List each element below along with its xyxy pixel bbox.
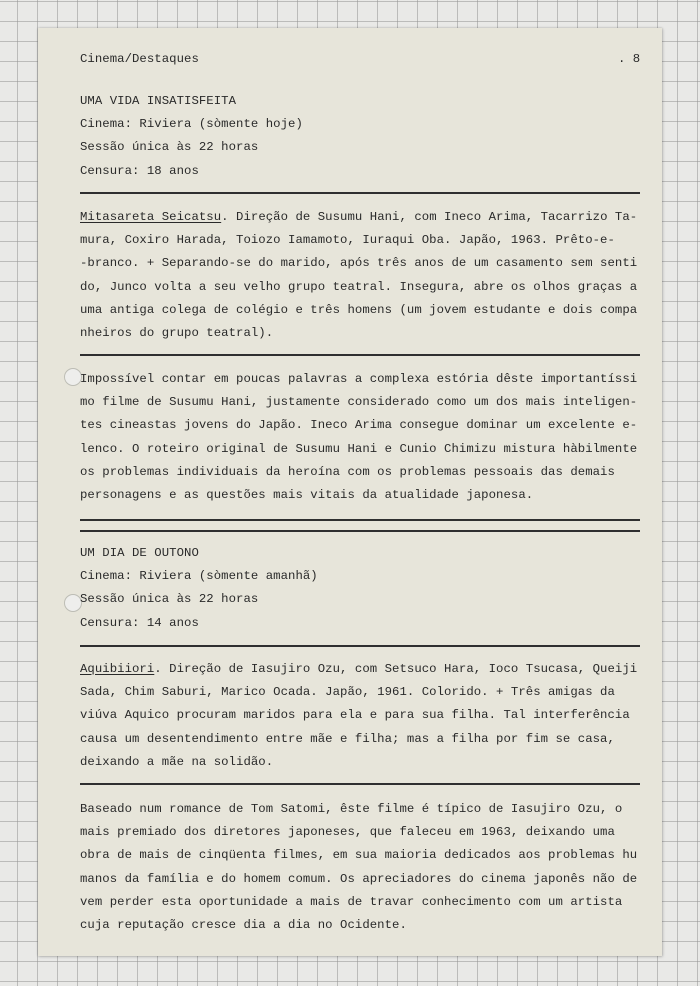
credits-line-1: Aquibiiori. Direção de Iasujiro Ozu, com Setsuco Hara, Ioco Tsucasa, Queiji: [80, 662, 638, 676]
film2-credits: [80, 658, 637, 774]
credits-line: uma antiga colega de colégio e três homens (um jovem estudante e dois compa: [80, 302, 638, 317]
film1-title: UMA VIDA INSATISFEITA: [80, 94, 237, 108]
film1-review: [80, 368, 637, 507]
film1-heading: [80, 90, 303, 183]
credits-line: -branco. + Separando-se do marido, após três anos de um casamento sem senti: [80, 256, 638, 271]
credits-line: Sada, Chim Saburi, Marico Ocada. Japão, 1961. Colorido. + Três amigas da: [80, 685, 615, 700]
film2-heading: [80, 542, 318, 635]
credits-line: nheiros do grupo teatral).: [80, 326, 274, 341]
divider-4: [80, 645, 640, 647]
review-line: lenco. O roteiro original de Susumu Hani e Cunio Chimizu mistura hàbilmente: [80, 441, 638, 456]
typewritten-page: [38, 28, 662, 956]
review-line: personagens e as questões mais vitais da atualidade japonesa.: [80, 488, 534, 503]
film1-rating: Censura: 18 anos: [80, 163, 199, 178]
review-line: mo filme de Susumu Hani, justamente considerado como um dos mais inteligen-: [80, 395, 638, 410]
divider-3a: [80, 519, 640, 521]
review-line: vem perder esta oportunidade a mais de travar conhecimento com um artista: [80, 894, 623, 909]
review-line: obra de mais de cinqüenta filmes, em sua maioria dedicados aos problemas hu: [80, 848, 638, 863]
section-header: Cinema/Destaques: [80, 52, 199, 66]
film1-session: Sessão única às 22 horas: [80, 140, 259, 155]
film2-rating: Censura: 14 anos: [80, 615, 199, 630]
review-line: Impossível contar em poucas palavras a complexa estória dêste importantíssi: [80, 372, 638, 386]
film2-title: UM DIA DE OUTONO: [80, 546, 199, 560]
film2-session: Sessão única às 22 horas: [80, 592, 259, 607]
film1-credits: [80, 206, 637, 345]
film2-cinema: Cinema: Riviera (sòmente amanhã): [80, 569, 318, 584]
film2-review: [80, 798, 637, 937]
divider-3b: [80, 530, 640, 532]
divider-5: [80, 783, 640, 785]
film2-original-title: Aquibiiori: [80, 662, 155, 676]
credits-line: viúva Aquico procuram maridos para ela e para sua filha. Tal interferência: [80, 708, 630, 723]
review-line: cuja reputação cresce dia a dia no Ocidente.: [80, 918, 407, 933]
credits-line: deixando a mãe na solidão.: [80, 754, 274, 769]
credits-line: causa um desentendimento entre mãe e filha; mas a filha por fim se casa,: [80, 731, 615, 746]
credits-line-1: Mitasareta Seicatsu. Direção de Susumu Hani, com Ineco Arima, Tacarrizo Ta-: [80, 210, 638, 224]
credits-line: do, Junco volta a seu velho grupo teatral. Insegura, abre os olhos graças a: [80, 279, 638, 294]
film1-cinema: Cinema: Riviera (sòmente hoje): [80, 117, 303, 132]
divider-1: [80, 192, 640, 194]
credits-line: mura, Coxiro Harada, Toiozo Iamamoto, Iuraqui Oba. Japão, 1963. Prêto-e-: [80, 233, 615, 248]
review-line: manos da família e do homem comum. Os apreciadores do cinema japonês não de: [80, 871, 638, 886]
review-line: mais premiado dos diretores japoneses, que faleceu em 1963, deixando uma: [80, 825, 615, 840]
review-line: tes cineastas jovens do Japão. Ineco Arima consegue dominar um excelente e-: [80, 418, 638, 433]
page-number: . 8: [618, 52, 641, 66]
divider-2: [80, 354, 640, 356]
film1-original-title: Mitasareta Seicatsu: [80, 210, 222, 224]
review-line: Baseado num romance de Tom Satomi, êste filme é típico de Iasujiro Ozu, o: [80, 802, 623, 816]
review-line: os problemas individuais da heroína com os problemas pessoais das demais: [80, 464, 615, 479]
